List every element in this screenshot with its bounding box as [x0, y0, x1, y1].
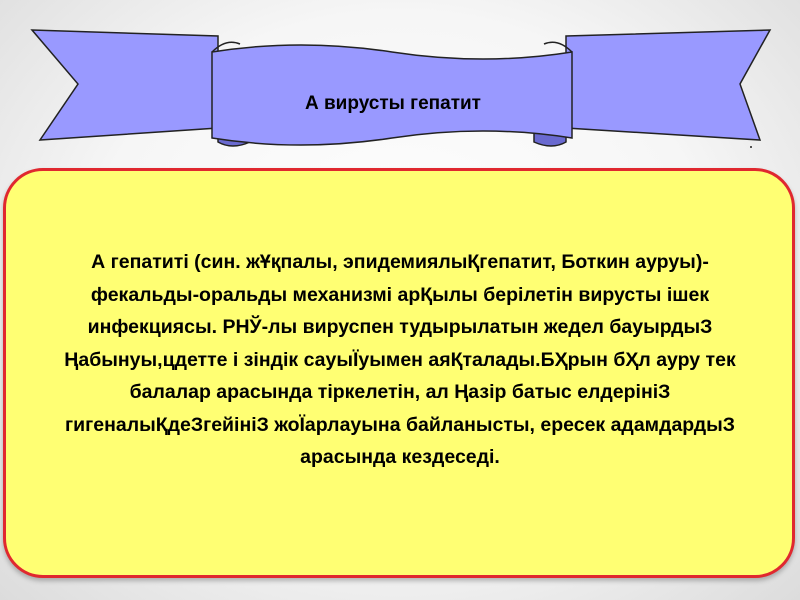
banner-right-tail: [566, 30, 770, 140]
banner-left-tail: [32, 30, 218, 140]
decorative-dot: [750, 146, 752, 148]
body-text: А гепатиті (син. жҰқпалы, эпидемиялыҚгепатит, Боткин ауруы)- фекальды-оральды механизмі арҚылы берілетін вирусты ішек инфекциясы. РНЎ-лы вируспен тудырылатын жедел бауырдыЗ Ңабынуы,цдетте і зіндік сауыЇуымен аяҚталады.БҲрын бҲл ауру тек балалар арасында тіркелетін, ал Ңазір батыс елдерініЗ гигеналыҚдеЗгейініЗ жоЇарлауына байланысты, ересек адамдардыЗ арасында кездеседі.: [64, 251, 736, 468]
slide-title: А вирусты гепатит: [304, 93, 481, 114]
